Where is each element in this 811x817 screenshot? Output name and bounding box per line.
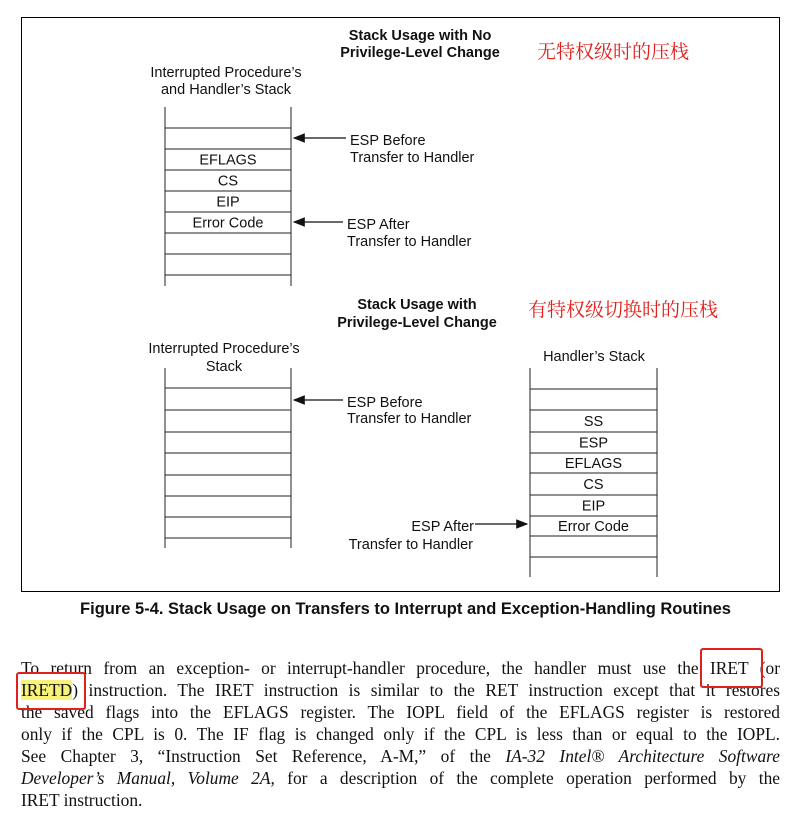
section1-esp-before-line1: ESP Before [350, 133, 426, 149]
section1-esp-after-line2: Transfer to Handler [347, 234, 472, 250]
section1-stack [165, 107, 291, 286]
section2-title-line2: Privilege-Level Change [337, 315, 497, 331]
section1-stack-label-line2: and Handler’s Stack [160, 82, 292, 98]
paragraph-line-1 [21, 657, 780, 679]
section1-esp-after-line1: ESP After [347, 217, 410, 233]
line1-tail: (or [748, 658, 780, 678]
section2-right-stack-label: Handler’s Stack [543, 349, 645, 365]
section2-esp-after-line2: Transfer to Handler [348, 537, 473, 553]
line5-text: See Chapter 3, “Instruction Set Reference, A-M,” of the [21, 746, 506, 766]
section1-annotation: 无特权级时的压栈 [537, 42, 690, 63]
paragraph-line-6 [21, 767, 780, 789]
stack-cell-eip: EIP [581, 498, 606, 515]
section2-left-stack-label-line1: Interrupted Procedure’s [148, 341, 300, 357]
iret-red-box [700, 648, 763, 688]
line6-italic: Developer’s Manual, Volume 2A, [21, 768, 275, 788]
stack-cell-eflags: EFLAGS [199, 152, 257, 169]
stack-cell-eip: EIP [216, 194, 240, 211]
paragraph-line-4: only if the CPL is 0. The IF flag is changed only if the CPL is less than or equal to the IOPL. [21, 724, 780, 744]
iret-word: IRET [710, 658, 749, 678]
stack-cell-cs: CS [217, 173, 239, 190]
section2-esp-before-line1: ESP Before [347, 395, 423, 411]
section2-esp-before-line2: Transfer to Handler [347, 411, 472, 427]
iretd-word-highlighted: IRETD [21, 680, 73, 700]
body-paragraph [21, 657, 780, 811]
figure-caption: Figure 5-4. Stack Usage on Transfers to Interrupt and Exception-Handling Routines [80, 600, 731, 618]
stack-cell-error-code: Error Code [558, 519, 629, 535]
paragraph-line-7: IRET instruction. [21, 790, 143, 810]
paragraph-line-3: the saved flags into the EFLAGS register. The IOPL field of the EFLAGS register is restored [21, 702, 780, 722]
line1-text: To return from an exception- or interrupt-handler procedure, the handler must use the [21, 658, 710, 678]
section2-left-stack [165, 368, 291, 548]
section2-title-line1: Stack Usage with [357, 297, 477, 313]
line5-italic: IA-32 Intel® Architecture Software [505, 746, 780, 766]
iretd-red-box [16, 672, 86, 710]
section2-esp-after-line1: ESP After [411, 519, 474, 535]
stack-cell-error-code: Error Code [192, 215, 264, 232]
section1-title-line2: Privilege-Level Change [340, 45, 500, 61]
section1-esp-before-line2: Transfer to Handler [350, 150, 475, 166]
paragraph-line-2 [21, 679, 780, 701]
section2-annotation: 有特权级切换时的压栈 [528, 300, 719, 321]
stack-cell-cs: CS [583, 477, 604, 493]
stack-cell-esp: ESP [578, 435, 609, 452]
paragraph-line-5 [21, 745, 780, 767]
stack-cell-eflags: EFLAGS [564, 456, 623, 472]
line6-text: for a description of the complete operation performed by the [274, 768, 780, 788]
section2-left-stack-label-line2: Stack [205, 359, 243, 375]
section1-title-line1: Stack Usage with No [348, 28, 492, 44]
line2-text: ) instruction. The IRET instruction is similar to the RET instruction except that it restores [72, 680, 780, 700]
section2-right-stack [530, 368, 657, 577]
section1-stack-label-line1: Interrupted Procedure’s [150, 65, 302, 81]
stack-cell-ss: SS [583, 414, 604, 430]
